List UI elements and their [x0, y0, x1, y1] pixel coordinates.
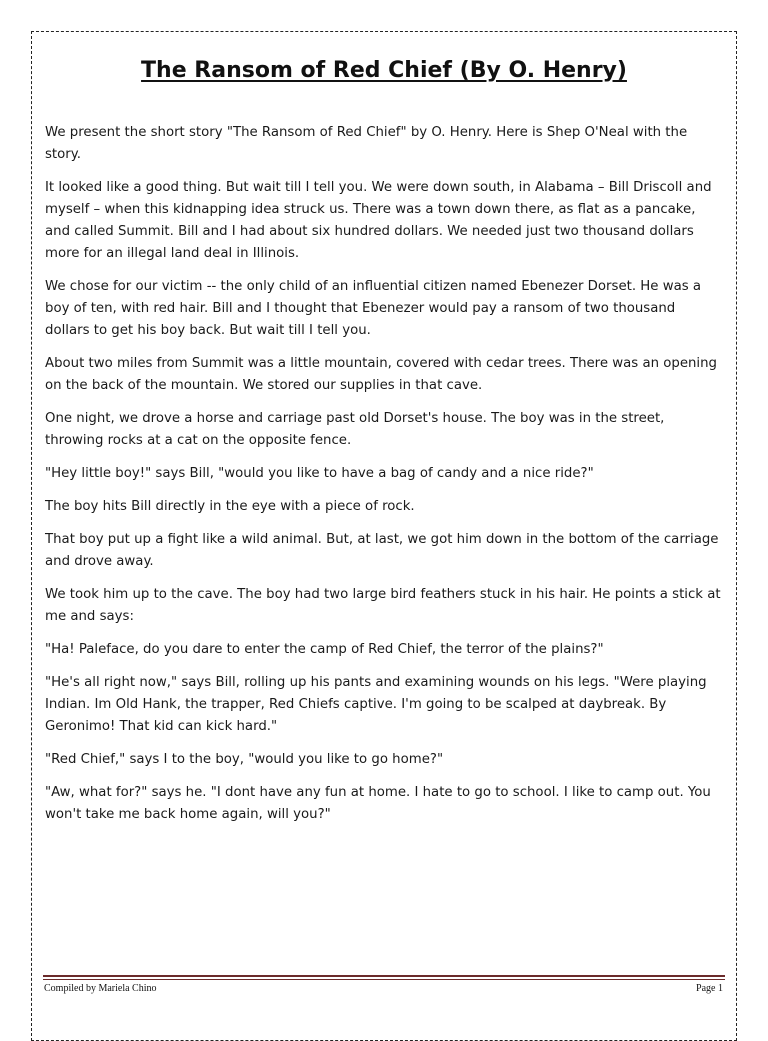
- paragraph: "Hey little boy!" says Bill, "would you like to have a bag of candy and a nice ride?": [45, 466, 594, 481]
- paragraph: We took him up to the cave. The boy had two large bird feathers stuck in his hair. He points a stick at me and says:: [45, 587, 721, 624]
- paragraph: It looked like a good thing. But wait till I tell you. We were down south, in Alabama – Bill Driscoll and myself – when this kidnapping idea struck us. There was a town down there, as flat as a pancake, and called Summit. Bill and I had about six hundred dollars. We needed just two thousand dollars more for an illegal land deal in Illinois.: [45, 180, 712, 261]
- footer-rule: [43, 975, 725, 977]
- paragraph: The boy hits Bill directly in the eye with a piece of rock.: [45, 499, 415, 514]
- paragraph: "Red Chief," says I to the boy, "would you like to go home?": [45, 752, 444, 767]
- paragraph: One night, we drove a horse and carriage past old Dorset's house. The boy was in the street, throwing rocks at a cat on the opposite fence.: [45, 411, 665, 448]
- paragraph: About two miles from Summit was a little mountain, covered with cedar trees. There was an opening on the back of the mountain. We stored our supplies in that cave.: [45, 356, 717, 393]
- paragraph: "He's all right now," says Bill, rolling up his pants and examining wounds on his legs. "Were playing Indian. Im Old Hank, the trapper, Red Chiefs captive. I'm going to be scalped at daybreak. By Geronimo! That kid can kick hard.": [45, 675, 707, 734]
- footer-page-number: Page 1: [696, 983, 723, 994]
- paragraph: "Aw, what for?" says he. "I dont have any fun at home. I hate to go to school. I like to camp out. You won't take me back home again, will you?": [45, 785, 711, 822]
- document-title: The Ransom of Red Chief (By O. Henry): [141, 58, 627, 83]
- document-body: [45, 122, 723, 837]
- footer-compiled-by: Compiled by Mariela Chino: [44, 983, 157, 994]
- paragraph: We chose for our victim -- the only child of an influential citizen named Ebenezer Dorset. He was a boy of ten, with red hair. Bill and I thought that Ebenezer would pay a ransom of two thousand dollars to get his boy back. But wait till I tell you.: [45, 279, 702, 338]
- paragraph: We present the short story "The Ransom of Red Chief" by O. Henry. Here is Shep O'Neal with the story.: [45, 125, 688, 162]
- footer-rule: [43, 979, 725, 980]
- paragraph: "Ha! Paleface, do you dare to enter the camp of Red Chief, the terror of the plains?": [45, 642, 604, 657]
- paragraph: That boy put up a fight like a wild animal. But, at last, we got him down in the bottom of the carriage and drove away.: [45, 532, 719, 569]
